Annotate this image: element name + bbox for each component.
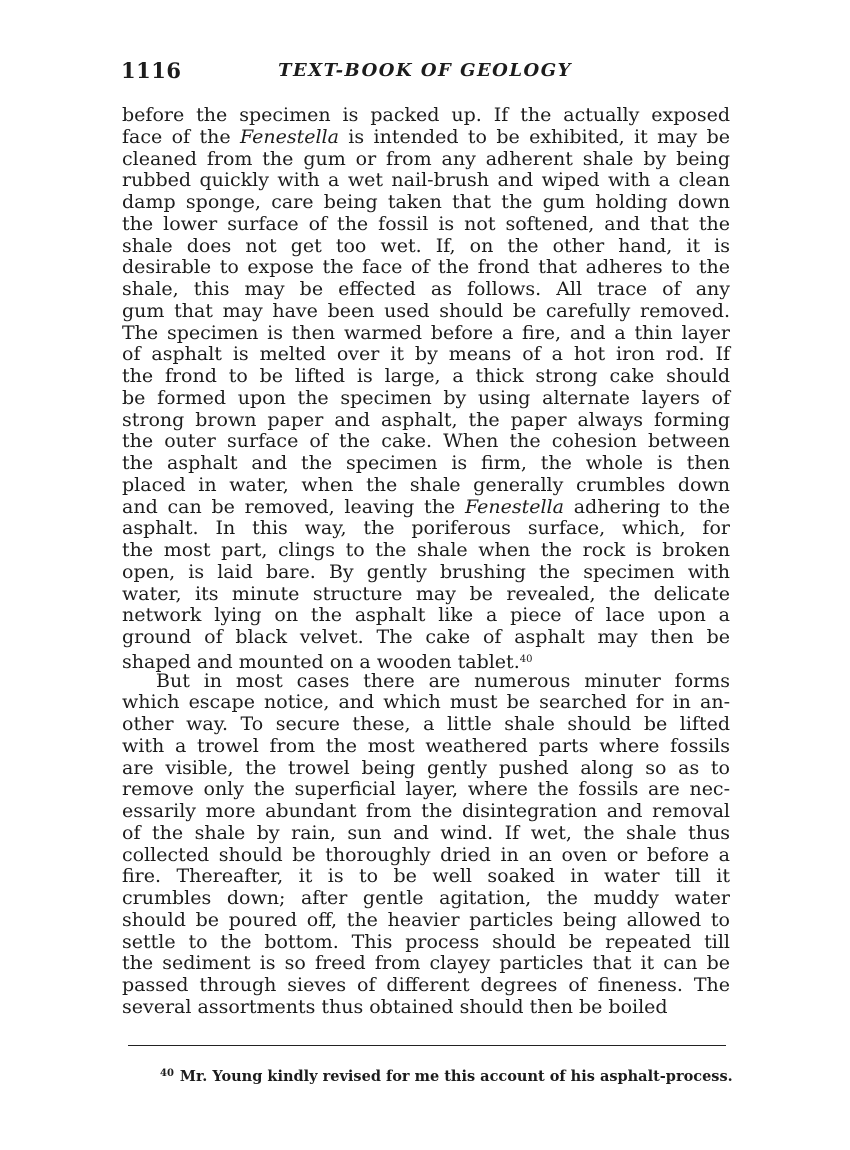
text-line: cleaned from the gum or from any adherent shale by being	[122, 147, 730, 170]
text-line: of the shale by rain, sun and wind. If wet, the shale thus	[122, 821, 730, 844]
text-line: shale does not get too wet. If, on the other hand, it is	[122, 234, 730, 257]
footnote-rule	[128, 1045, 726, 1046]
text-line: which escape notice, and which must be searched for in an-	[122, 691, 730, 714]
text-line: remove only the superficial layer, where the fossils are nec-	[122, 778, 730, 801]
footnote-marker: 40	[160, 1068, 174, 1079]
text-line: open, is laid bare. By gently brushing the specimen with	[122, 560, 730, 583]
text-line: before the specimen is packed up. If the actually exposed	[122, 104, 730, 126]
text-line: rubbed quickly with a wet nail-brush and wiped with a clean	[122, 169, 730, 192]
text-line: settle to the bottom. This process should be repeated till	[122, 930, 730, 953]
text-line: placed in water, when the shale generally crumbles down	[122, 473, 730, 496]
text-line: strong brown paper and asphalt, the paper always forming	[122, 408, 730, 431]
text-line: should be poured off, the heavier particles being allowed to	[122, 908, 730, 931]
genus-name: Fenestella	[464, 495, 564, 518]
footnote-text: Mr. Young kindly revised for me this account of his asphalt-process.	[179, 1068, 733, 1085]
genus-name: Fenestella	[239, 125, 339, 148]
text-line: the outer surface of the cake. When the cohesion between	[122, 430, 730, 453]
text-line: the sediment is so freed from clayey particles that it can be	[122, 952, 730, 975]
text-line: collected should be thoroughly dried in an oven or before a	[122, 843, 730, 866]
text-line: fire. Thereafter, it is to be well soaked in water till it	[122, 865, 730, 888]
text-line: are visible, the trowel being gently pushed along so as to	[122, 756, 730, 779]
text-line: network lying on the asphalt like a piece of lace upon a	[122, 604, 730, 627]
text-line: the frond to be lifted is large, a thick strong cake should	[122, 365, 730, 387]
text-line: passed through sieves of different degrees of fineness. The	[122, 974, 730, 996]
paragraph	[122, 671, 730, 1019]
text-line: be formed upon the specimen by using alternate layers of	[122, 386, 730, 409]
text-line: The specimen is then warmed before a fire, and a thin layer	[122, 321, 730, 344]
footnote-reference: 40	[519, 653, 533, 665]
footnote	[160, 1068, 733, 1085]
text-line: water, its minute structure may be revealed, the delicate	[122, 582, 730, 605]
body-text	[122, 105, 730, 1019]
text-line: essarily more abundant from the disintegration and removal	[122, 800, 730, 822]
page-number: 1116	[121, 58, 182, 83]
text-line: of asphalt is melted over it by means of a hot iron rod. If	[122, 343, 730, 366]
text-line: with a trowel from the most weathered parts where fossils	[122, 734, 730, 757]
text-line: face of the Fenestella is intended to be exhibited, it may be	[122, 125, 730, 148]
text-line: the lower surface of the fossil is not softened, and that the	[122, 212, 730, 235]
text-line: damp sponge, care being taken that the gum holding down	[122, 191, 730, 213]
text-line: the asphalt and the specimen is firm, the whole is then	[122, 452, 730, 474]
text-line: the most part, clings to the shale when the rock is broken	[122, 539, 730, 561]
text-line: ground of black velvet. The cake of asphalt may then be	[122, 626, 730, 648]
text-line: gum that may have been used should be carefully removed.	[122, 299, 730, 322]
page-header	[121, 58, 729, 88]
paragraph	[122, 105, 730, 671]
text-line: desirable to expose the face of the frond that adheres to the	[122, 256, 730, 279]
running-title: TEXT-BOOK OF GEOLOGY	[278, 60, 572, 81]
text-line: other way. To secure these, a little shale should be lifted	[122, 713, 730, 735]
text-line: and can be removed, leaving the Fenestella adhering to the	[122, 495, 730, 518]
text-line: asphalt. In this way, the poriferous surface, which, for	[122, 517, 730, 540]
text-line: crumbles down; after gentle agitation, the muddy water	[122, 887, 730, 909]
text-line: shale, this may be effected as follows. All trace of any	[122, 278, 730, 300]
text-line: shaped and mounted on a wooden tablet.$^{40}$	[122, 650, 533, 673]
text-line: But in most cases there are numerous minuter forms	[156, 669, 730, 692]
text-line: several assortments thus obtained should then be boiled	[122, 995, 668, 1018]
